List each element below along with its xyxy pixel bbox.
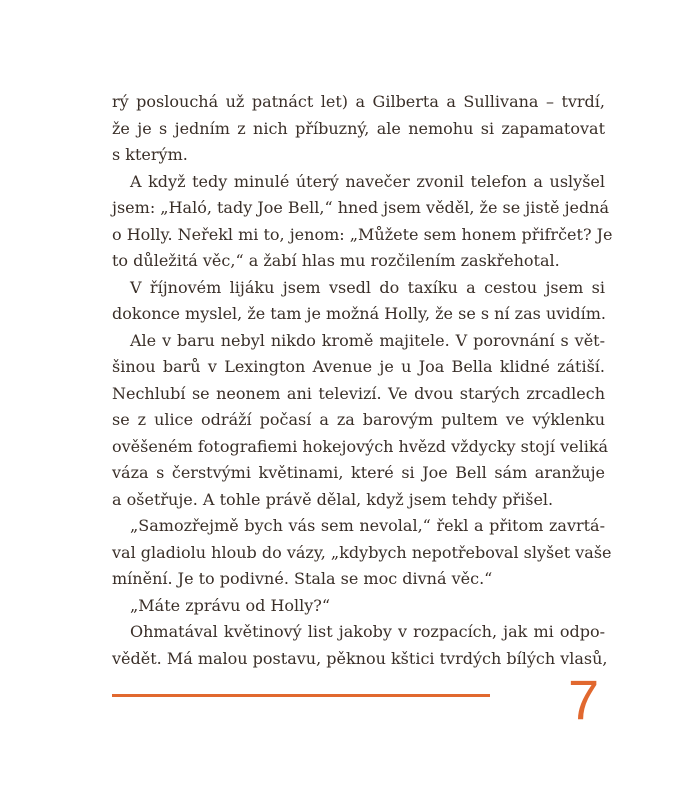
text-line: Ale v baru nebyl nikdo kromě majitele. V porovnání s vět- — [130, 330, 605, 350]
text-line: rý poslouchá už patnáct let) a Gilberta a Sullivana – tvrdí, — [112, 92, 605, 111]
text-line: s kterým. — [112, 145, 188, 164]
text-line: V říjnovém lijáku jsem vsedl do taxíku a cestou jsem si — [130, 277, 605, 297]
text-line: Nechlubí se neonem ani televizí. Ve dvou starých zrcadlech — [112, 383, 605, 403]
text-line: val gladiolu hloub do vázy, „kdybych nepotřeboval slyšet vaše — [112, 542, 612, 562]
text-line: že je s jedním z nich příbuzný, ale nemohu si zapamatovat — [112, 118, 605, 138]
text-line: A když tedy minulé úterý navečer zvonil telefon a uslyšel — [130, 171, 605, 191]
body-text — [112, 89, 613, 672]
text-line: „Máte zprávu od Holly?“ — [130, 595, 331, 615]
paragraph — [112, 619, 608, 672]
text-line: ověšeném fotografiemi hokejových hvězd vždycky stojí veliká — [112, 436, 609, 456]
text-line: a ošetřuje. A tohle právě dělal, když jsem tehdy přišel. — [112, 489, 554, 509]
paragraph — [112, 89, 605, 169]
paragraph — [112, 513, 612, 593]
text-line: váza s čerstvými květinami, které si Joe Bell sám aranžuje — [112, 463, 605, 482]
text-line: o Holly. Neřekl mi to, jenom: „Můžete sem honem přifrčet? Je — [112, 224, 613, 244]
paragraph — [112, 328, 609, 514]
text-line: Ohmatával květinový list jakoby v rozpacích, jak mi odpo- — [130, 622, 605, 641]
text-line: mínění. Je to podivné. Stala se moc divná věc.“ — [112, 569, 493, 588]
text-line: to důležitá věc,“ a žabí hlas mu rozčilením zaskřehotal. — [112, 251, 560, 270]
paragraph — [112, 275, 605, 328]
paragraph — [112, 169, 613, 275]
text-line: vědět. Má malou postavu, pěknou kštici tvrdých bílých vlasů, — [112, 648, 608, 668]
page-number: 7 — [568, 668, 600, 731]
footer-rule — [112, 694, 490, 697]
text-line: dokonce myslel, že tam je možná Holly, že se s ní zas uvidím. — [112, 304, 607, 323]
text-line: „Samozřejmě bych vás sem nevolal,“ řekl a přitom zavrtá- — [130, 516, 605, 535]
text-line: jsem: „Haló, tady Joe Bell,“ hned jsem věděl, že se jistě jedná — [112, 198, 610, 217]
paragraph — [112, 593, 605, 620]
text-line: šinou barů v Lexington Avenue je u Joa Bella klidné zátiší. — [112, 357, 605, 376]
text-line: se z ulice odráží počasí a za barovým pultem ve výklenku — [112, 410, 605, 429]
